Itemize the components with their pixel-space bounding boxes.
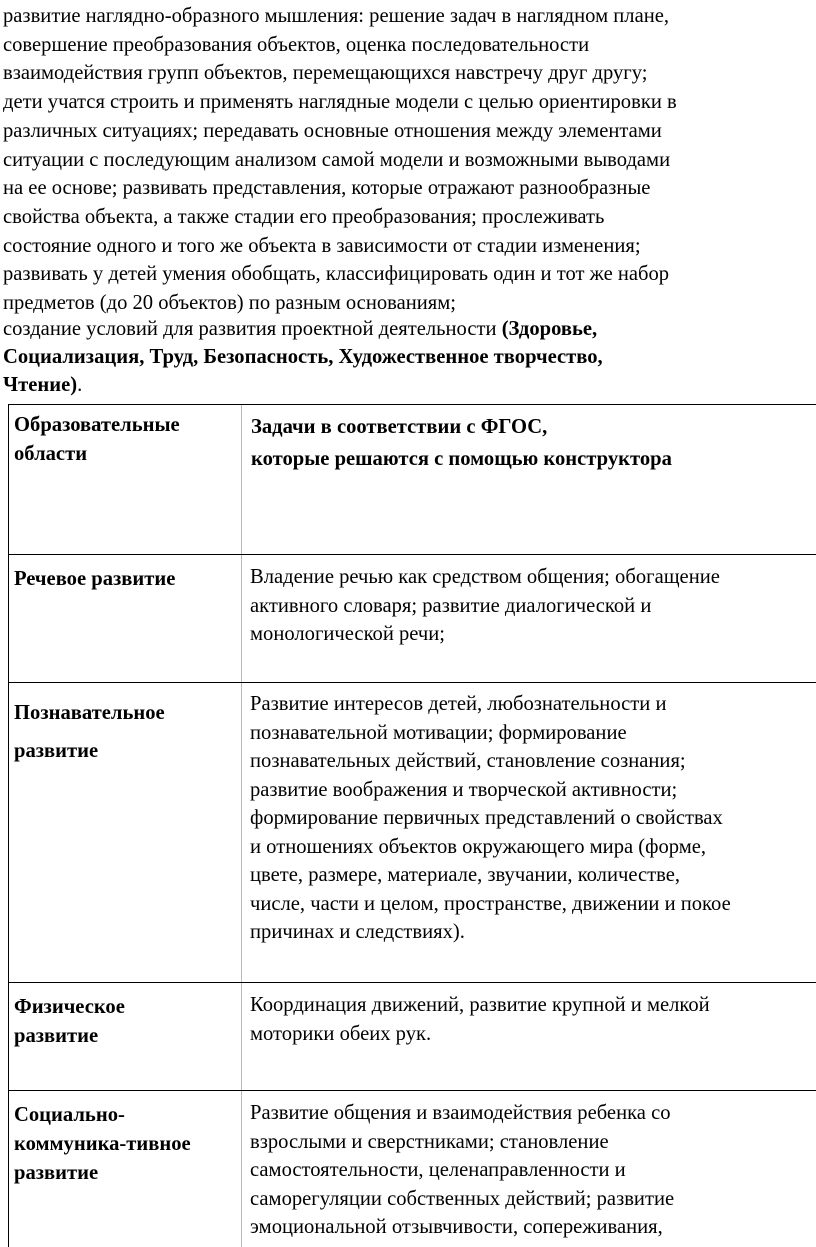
area-name bbox=[14, 565, 175, 593]
area-cell bbox=[9, 983, 242, 1090]
tasks-cell bbox=[243, 683, 816, 982]
tasks-text bbox=[250, 563, 720, 649]
project-paragraph bbox=[3, 315, 815, 399]
intro-line: дети учатся строить и применять наглядные модели с целью ориентировки в bbox=[3, 91, 677, 114]
table-row bbox=[9, 555, 816, 683]
task-line: Развитие общения и взаимодействия ребенка со bbox=[250, 1102, 671, 1124]
tasks-text bbox=[250, 690, 731, 947]
area-cell bbox=[9, 555, 242, 682]
task-line: формирование первичных представлений о свойствах bbox=[250, 807, 723, 829]
project-plain-text: создание условий для развития проектной деятельности bbox=[3, 318, 502, 340]
project-line-3 bbox=[3, 371, 815, 399]
task-line: познавательной мотивации; формирование bbox=[250, 721, 627, 744]
area-name-line: коммуника-тивное bbox=[14, 1133, 191, 1155]
intro-paragraph bbox=[3, 2, 815, 318]
intro-line: свойства объекта, а также стадии его преобразования; прослеживать bbox=[3, 205, 605, 228]
intro-line: на ее основе; развивать представления, которые отражают разнообразные bbox=[3, 177, 651, 200]
task-line: саморегуляции собственных действий; развитие bbox=[250, 1187, 675, 1210]
table-header-row bbox=[9, 405, 816, 555]
header-tasks-text: Задачи в соответствии с ФГОС, которые решаются с помощью конструктора bbox=[251, 416, 672, 470]
task-line: взрослыми и сверстниками; становление bbox=[250, 1130, 609, 1153]
area-name-line: развитие bbox=[14, 740, 99, 762]
project-line-1 bbox=[3, 315, 815, 343]
intro-line: предметов (до 20 объектов) по разным основаниям; bbox=[3, 292, 457, 315]
project-areas-bold-2: Социализация, Труд, Безопасность, Художественное творчество, bbox=[3, 346, 603, 368]
tasks-cell bbox=[243, 555, 816, 682]
area-name bbox=[14, 993, 125, 1051]
task-line: Развитие интересов детей, любознательности и bbox=[250, 693, 667, 715]
tasks-text bbox=[250, 1099, 674, 1242]
task-line: и отношениях объектов окружающего мира (форме, bbox=[250, 835, 707, 858]
project-line-2 bbox=[3, 343, 815, 371]
area-name-line: Речевое развитие bbox=[14, 568, 176, 590]
intro-line: развитие наглядно-образного мышления: решение задач в наглядном плане, bbox=[3, 5, 670, 27]
task-line: развитие воображения и творческой активности; bbox=[250, 778, 678, 801]
area-cell bbox=[9, 683, 242, 982]
intro-line: состояние одного и того же объекта в зависимости от стадии изменения; bbox=[3, 234, 641, 257]
area-name bbox=[14, 1101, 191, 1188]
project-end-punct: . bbox=[77, 374, 83, 396]
tasks-cell bbox=[243, 983, 816, 1090]
task-line: познавательных действий, становление сознания; bbox=[250, 750, 686, 772]
task-line: самостоятельности, целенаправленности и bbox=[250, 1159, 626, 1181]
table-row bbox=[9, 1091, 816, 1247]
intro-line: совершение преобразования объектов, оценка последовательности bbox=[3, 33, 590, 56]
table-header-cell bbox=[243, 405, 816, 554]
education-areas-table bbox=[8, 404, 816, 1247]
intro-line: различных ситуациях; передавать основные отношения между элементами bbox=[3, 119, 662, 142]
intro-line: развивать у детей умения обобщать, классифицировать один и тот же набор bbox=[3, 263, 670, 286]
intro-line: взаимодействия групп объектов, перемещающихся навстречу друг другу; bbox=[3, 62, 648, 85]
task-line: активного словаря; развитие диалогической и bbox=[250, 594, 652, 617]
area-name-line: Социально- bbox=[14, 1104, 125, 1126]
tasks-cell bbox=[243, 1091, 816, 1247]
project-areas-bold-1: (Здоровье, bbox=[501, 318, 598, 340]
table-row bbox=[9, 683, 816, 983]
area-name-line: развитие bbox=[14, 1025, 99, 1047]
area-name bbox=[14, 694, 165, 770]
task-line: монологической речи; bbox=[250, 623, 446, 645]
table-header-cell bbox=[9, 405, 242, 554]
tasks-text bbox=[250, 991, 710, 1048]
task-line: эмоциональной отзывчивости, сопереживания, bbox=[250, 1216, 663, 1238]
area-name-line: Физическое bbox=[14, 996, 125, 1018]
intro-line: ситуации с последующим анализом самой модели и возможными выводами bbox=[3, 148, 671, 171]
task-line: цвете, размере, материале, звучании, количестве, bbox=[250, 864, 681, 886]
table-row bbox=[9, 983, 816, 1091]
header-areas-text: Образовательные области bbox=[14, 414, 180, 465]
area-name-line: Познавательное bbox=[14, 702, 165, 724]
area-cell bbox=[9, 1091, 242, 1247]
task-line: Владение речью как средством общения; обогащение bbox=[250, 566, 720, 588]
task-line: числе, части и целом, пространстве, движении и покое bbox=[250, 892, 731, 915]
area-name-line: развитие bbox=[14, 1162, 99, 1184]
project-areas-bold-3: Чтение) bbox=[3, 374, 78, 396]
task-line: причинах и следствиях). bbox=[250, 921, 465, 943]
task-line: моторики обеих рук. bbox=[250, 1022, 432, 1045]
task-line: Координация движений, развитие крупной и мелкой bbox=[250, 994, 710, 1016]
